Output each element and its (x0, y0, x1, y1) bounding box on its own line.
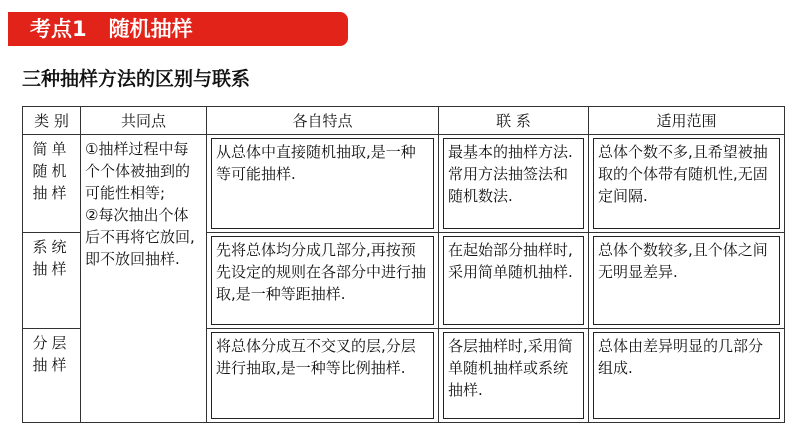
relation-cell: 在起始部分抽样时,采用简单随机抽样. (443, 236, 584, 325)
scope-cell: 总体由差异明显的几部分组成. (593, 332, 780, 419)
feature-cell: 从总体中直接随机抽取,是一种等可能抽样. (211, 138, 434, 229)
header-feature: 各自特点 (207, 107, 439, 135)
comparison-table (22, 106, 785, 423)
feature-cell: 将总体分成互不交叉的层,分层进行抽取,是一种等比例抽样. (211, 332, 434, 419)
header-scope: 适用范围 (589, 107, 785, 135)
header-category: 类 别 (23, 107, 81, 135)
section-subtitle: 三种抽样方法的区别与联系 (22, 68, 251, 90)
type-cell: 分层抽样 (23, 329, 81, 423)
common-point-1: ①抽样过程中每个个体被抽到的可能性相等; (85, 140, 191, 202)
scope-cell: 总体个数较多,且个体之间无明显差异. (593, 236, 780, 325)
header-common: 共同点 (81, 107, 207, 135)
topic-banner (8, 12, 348, 46)
topic-label: 考点1 (30, 17, 87, 41)
relation-cell: 各层抽样时,采用简单随机抽样或系统抽样. (443, 332, 584, 419)
header-relation: 联 系 (439, 107, 589, 135)
common-point-2: ②每次抽出个体后不再将它放回,即不放回抽样. (85, 206, 195, 268)
common-cell (81, 135, 207, 423)
table-row (23, 135, 785, 233)
type-cell: 简单随机抽样 (23, 135, 81, 233)
table-header-row (23, 107, 785, 135)
topic-title: 随机抽样 (108, 17, 193, 41)
type-cell: 系统抽样 (23, 233, 81, 329)
relation-cell: 最基本的抽样方法.常用方法抽签法和随机数法. (443, 138, 584, 229)
scope-cell: 总体个数不多,且希望被抽取的个体带有随机性,无固定间隔. (593, 138, 780, 229)
feature-cell: 先将总体均分成几部分,再按预先设定的规则在各部分中进行抽取,是一种等距抽样. (211, 236, 434, 325)
